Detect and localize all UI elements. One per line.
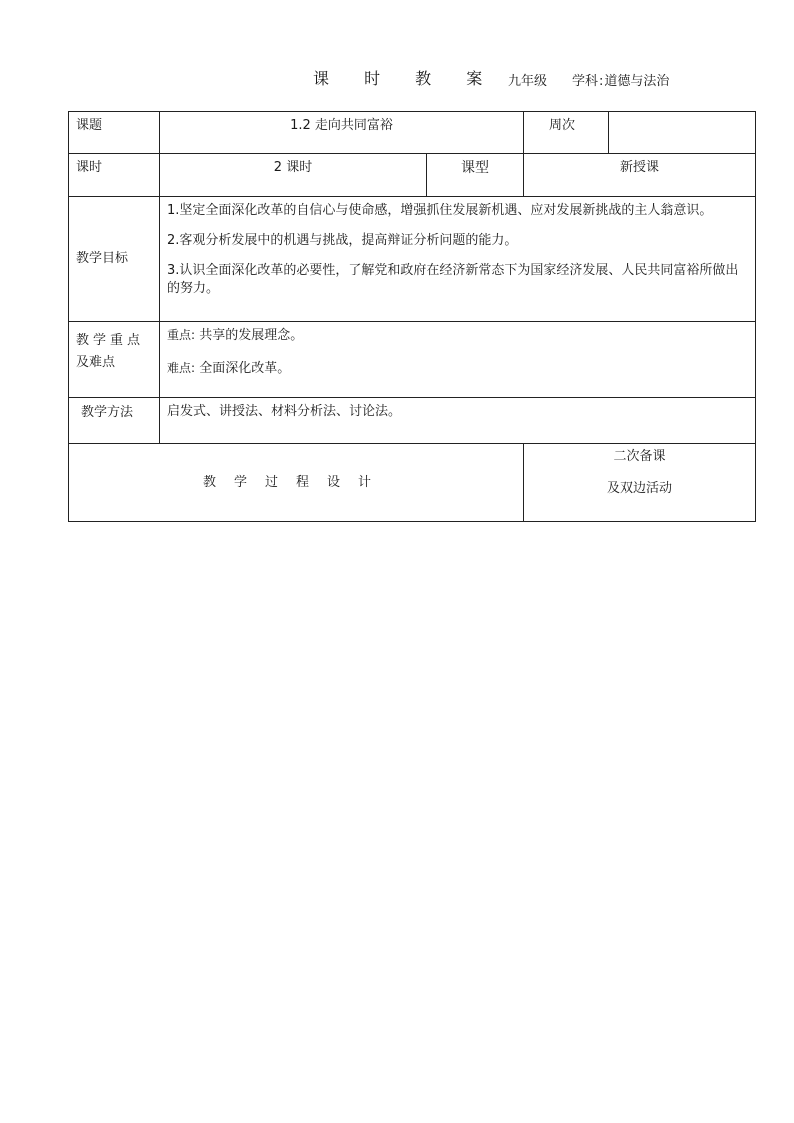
keypoints-content <box>160 322 756 398</box>
subject-value: 道德与法治 <box>604 74 670 89</box>
method-value: 启发式、讲授法、材料分析法、讨论法。 <box>160 398 756 444</box>
goals-label: 教学目标 <box>69 197 160 322</box>
goal-item: 1.坚定全面深化改革的自信心与使命感，增强抓住发展新机遇、应对发展新挑战的主人翁意识。 <box>167 203 713 218</box>
subject-colon: : <box>599 74 604 89</box>
second-prep-line1: 二次备课 <box>613 449 666 464</box>
goals-row <box>69 197 756 322</box>
difficulty-point <box>160 359 755 378</box>
key-point <box>160 322 755 345</box>
key-tag: 重点: <box>167 328 196 342</box>
keypoints-label <box>69 322 160 398</box>
difficulty-value: 全面深化改革。 <box>199 361 291 376</box>
goals-list <box>160 197 756 322</box>
week-label: 周次 <box>524 112 609 154</box>
grade-label: 九年级 <box>508 74 548 89</box>
type-value: 新授课 <box>524 154 756 197</box>
topic-label: 课题 <box>69 112 160 154</box>
keypoints-label-line2: 及难点 <box>76 355 116 370</box>
lesson-plan-table <box>68 111 756 522</box>
topic-value: 1.2 走向共同富裕 <box>160 112 524 154</box>
subject-label: 学科 <box>572 74 599 89</box>
process-design-label: 教学过程设计 <box>203 474 390 490</box>
topic-row <box>69 112 756 154</box>
goal-item: 2.客观分析发展中的机遇与挑战，提高辩证分析问题的能力。 <box>167 233 518 248</box>
document-header <box>0 66 794 92</box>
difficulty-tag: 难点: <box>167 361 196 375</box>
subject-field <box>572 70 669 89</box>
type-label: 课型 <box>427 154 524 197</box>
keypoints-row <box>69 322 756 398</box>
hours-label: 课时 <box>69 154 160 197</box>
key-value: 共享的发展理念。 <box>199 328 304 343</box>
method-label: 教学方法 <box>69 398 160 444</box>
goal-item: 3.认识全面深化改革的必要性，了解党和政府在经济新常态下为国家经济发展、人民共同富裕所做出的努力。 <box>167 263 739 296</box>
method-row <box>69 398 756 444</box>
second-prep-cell <box>524 444 756 522</box>
hours-row <box>69 154 756 197</box>
hours-value: 2 课时 <box>160 154 427 197</box>
process-design-heading <box>69 444 524 522</box>
document-title: 课 时 教 案 <box>313 69 498 88</box>
week-value <box>609 112 756 154</box>
process-row <box>69 444 756 522</box>
keypoints-label-line1: 教学重点 <box>76 333 145 348</box>
second-prep-line2: 及双边活动 <box>607 481 673 496</box>
